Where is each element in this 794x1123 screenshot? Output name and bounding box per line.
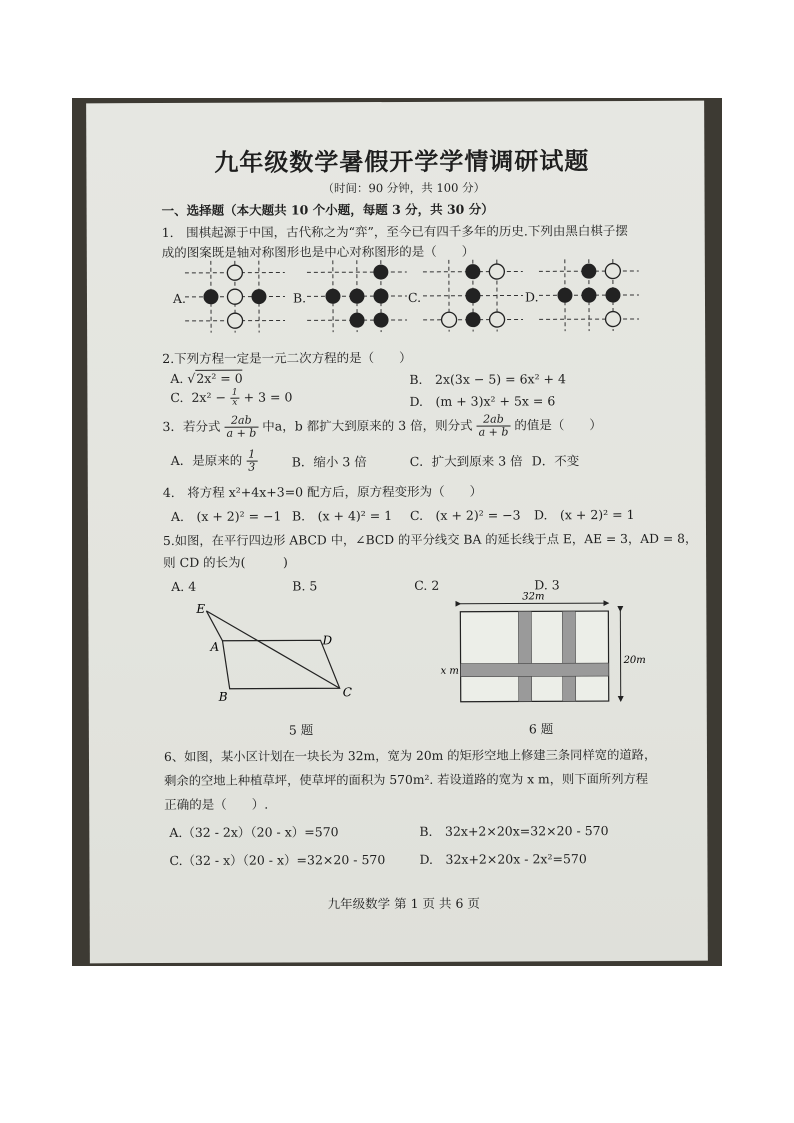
q2-option-c (170, 388, 292, 408)
q2-option-b: B. 2x(3x − 5) = 6x² + 4 (409, 371, 566, 387)
go-pattern-d (539, 259, 639, 331)
q6-line1: 6、如图，某小区计划在一块长为 32m，宽为 20m 的矩形空地上修建三条同样宽的道路， (163, 747, 657, 765)
q3-den-2: a + b (478, 425, 509, 439)
q4-stem: 4. 将方程 x²+4x+3=0 配方后，原方程变形为（ ） (162, 483, 483, 501)
q3-mid: 中a，b 都扩大到原来的 3 倍，则分式 (262, 417, 473, 434)
section-heading: 一、选择题（本大题共 10 个小题，每题 3 分，共 30 分） (161, 201, 494, 219)
point-e-label: E (196, 601, 206, 616)
q5-option-d: D. 3 (534, 577, 560, 593)
q4-option-c: C. (x + 2)² = −3 (409, 507, 521, 523)
q5-option-a: A. 4 (171, 578, 197, 594)
q2-c-pre: 2x² − (191, 389, 226, 405)
go-pattern-a (185, 260, 285, 332)
q3-fraction-1 (224, 415, 258, 440)
q1-label-d: D. (524, 289, 539, 305)
q4-option-d: D. (x + 2)² = 1 (533, 506, 635, 523)
q2-a-expr: 2x² = 0 (196, 370, 243, 386)
q2-c-num: 1 (230, 389, 240, 399)
exam-paper (86, 101, 708, 964)
q6-line3: 正确的是（ ）. (164, 796, 269, 813)
width-label: 32m (522, 591, 545, 603)
q3-a-num: 1 (246, 449, 257, 462)
q3-fraction-2 (477, 414, 511, 439)
q1-line2: 成的图案既是轴对称图形也是中心对称图形的是（ ） (161, 243, 475, 261)
figure-6-roads (434, 587, 665, 710)
q3-pre: 3．若分式 (162, 418, 221, 435)
q1-label-c: C. (407, 289, 422, 305)
point-b-label: B (218, 689, 228, 704)
q4-option-b: B. (x + 4)² = 1 (291, 508, 393, 524)
q5-option-b: B. 5 (292, 578, 318, 594)
q3-stem (162, 413, 601, 440)
page-footer: 九年级数学 第 1 页 共 6 页 (327, 895, 480, 912)
q2-stem: 2.下列方程一定是一元二次方程的是（ ） (162, 349, 412, 367)
q6-line2: 剩余的空地上种植草坪，使草坪的面积为 570m². 若设道路的宽为 x m，则下面所列方程 (164, 771, 649, 789)
q3-num-1: 2ab (224, 415, 258, 428)
go-pattern-c (423, 259, 523, 331)
point-d-label: D (322, 633, 333, 648)
q2-option-d: D. (m + 3)x² + 5x = 6 (409, 393, 556, 409)
figure-6-caption: 6 题 (528, 721, 554, 737)
q4-option-a: A. (x + 2)² = −1 (170, 508, 282, 524)
q3-num-2: 2ab (477, 414, 511, 427)
q1-label-a: A. (172, 290, 187, 306)
q6-option-a: A.（32 - 2x）（20 - x）=570 (169, 824, 339, 840)
photo-frame (72, 98, 722, 966)
figure-5-parallelogram (184, 600, 364, 711)
q3-option-c: C．扩大到原来 3 倍 (409, 453, 523, 469)
q6-option-d: D. 32x+2×20x - 2x²=570 (419, 851, 587, 867)
q2-c-post: + 3 = 0 (243, 389, 293, 405)
q2-c-den: x (232, 397, 238, 408)
q3-a-text: A．是原来的 (170, 452, 243, 468)
q2-a-label: A. (170, 370, 184, 386)
q6-option-c: C.（32 - x）（20 - x）=32×20 - 570 (169, 852, 386, 868)
sqrt-sign: √ (187, 370, 196, 386)
page-title: 九年级数学暑假开学学情调研试题 (214, 146, 590, 177)
road-width-label: x m (440, 665, 459, 677)
q2-option-a (170, 371, 242, 386)
q3-option-a (171, 449, 258, 474)
figure-5-caption: 5 题 (288, 722, 314, 738)
q3-post: 的值是（ ） (514, 417, 602, 433)
point-a-label: A (210, 639, 220, 654)
q2-c-fraction (230, 389, 240, 408)
point-c-label: C (342, 685, 352, 700)
q5-line1: 5.如图，在平行四边形 ABCD 中，∠BCD 的平分线交 BA 的延长线于点 E，AE = 3，AD = 8， (163, 531, 698, 549)
q3-option-b: B．缩小 3 倍 (291, 454, 367, 470)
q1-line1: 1. 围棋起源于中国，古代称之为“弈”，至今已有四千多年的历史.下列由黑白棋子摆 (161, 222, 628, 241)
q3-den-1: a + b (226, 426, 257, 440)
go-pattern-b (307, 260, 407, 332)
page-subtitle: （时间：90 分钟，共 100 分） (322, 180, 486, 196)
q5-option-c: C. 2 (414, 577, 440, 593)
height-label: 20m (623, 654, 646, 667)
q5-line2: 则 CD 的长为( ) (163, 554, 288, 571)
q3-a-den: 3 (248, 460, 256, 474)
q1-label-b: B. (292, 290, 307, 306)
q3-option-d: D．不变 (531, 453, 580, 469)
q3-a-fraction (246, 449, 257, 474)
q6-option-b: B. 32x+2×20x=32×20 - 570 (419, 823, 609, 839)
q2-c-label: C. (170, 389, 184, 405)
